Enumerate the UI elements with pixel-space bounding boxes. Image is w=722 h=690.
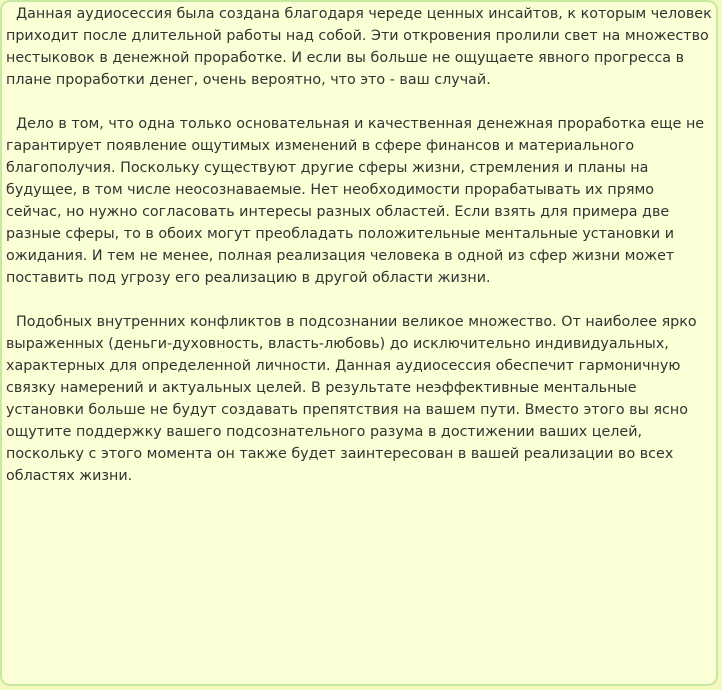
paragraph-2: Дело в том, что одна только основательная и качественная денежная проработка еще не гарантирует появление ощутимых изменений в сфере финансов и материального благополучия. Поскольку существуют другие сферы жизни, стремления и планы на будущее, в том числе неосознаваемые. Нет необходимости прорабатывать их прямо сейчас, но нужно согласовать интересы разных областей. Если взять для примера две разные сферы, то в обоих могут преобладать положительные ментальные установки и ожидания. И тем не менее, полная реализация человека в одной из сфер жизни может поставить под угрозу его реализацию в другой области жизни. bbox=[6, 116, 705, 286]
description-text bbox=[2, 2, 716, 487]
paragraph-1: Данная аудиосессия была создана благодаря череде ценных инсайтов, к которым человек приходит после длительной работы над собой. Эти откровения пролили свет на множество нестыковок в денежной проработке. И если вы больше не ощущаете явного прогресса в плане проработки денег, очень вероятно, что это - ваш случай. bbox=[6, 6, 712, 88]
paragraph-3: Подобных внутренних конфликтов в подсознании великое множество. От наиболее ярко выраженных (деньги-духовность, власть-любовь) до исключительно индивидуальных, характерных для определенной личности. Данная аудиосессия обеспечит гармоничную связку намерений и актуальных целей. В результате неэффективные ментальные установки больше не будут создавать препятствия на вашем пути. Вместо этого вы ясно ощутите поддержку вашего подсознательного разума в достижении ваших целей, поскольку с этого момента он также будет заинтересован в вашей реализации во всех областях жизни. bbox=[6, 314, 697, 484]
